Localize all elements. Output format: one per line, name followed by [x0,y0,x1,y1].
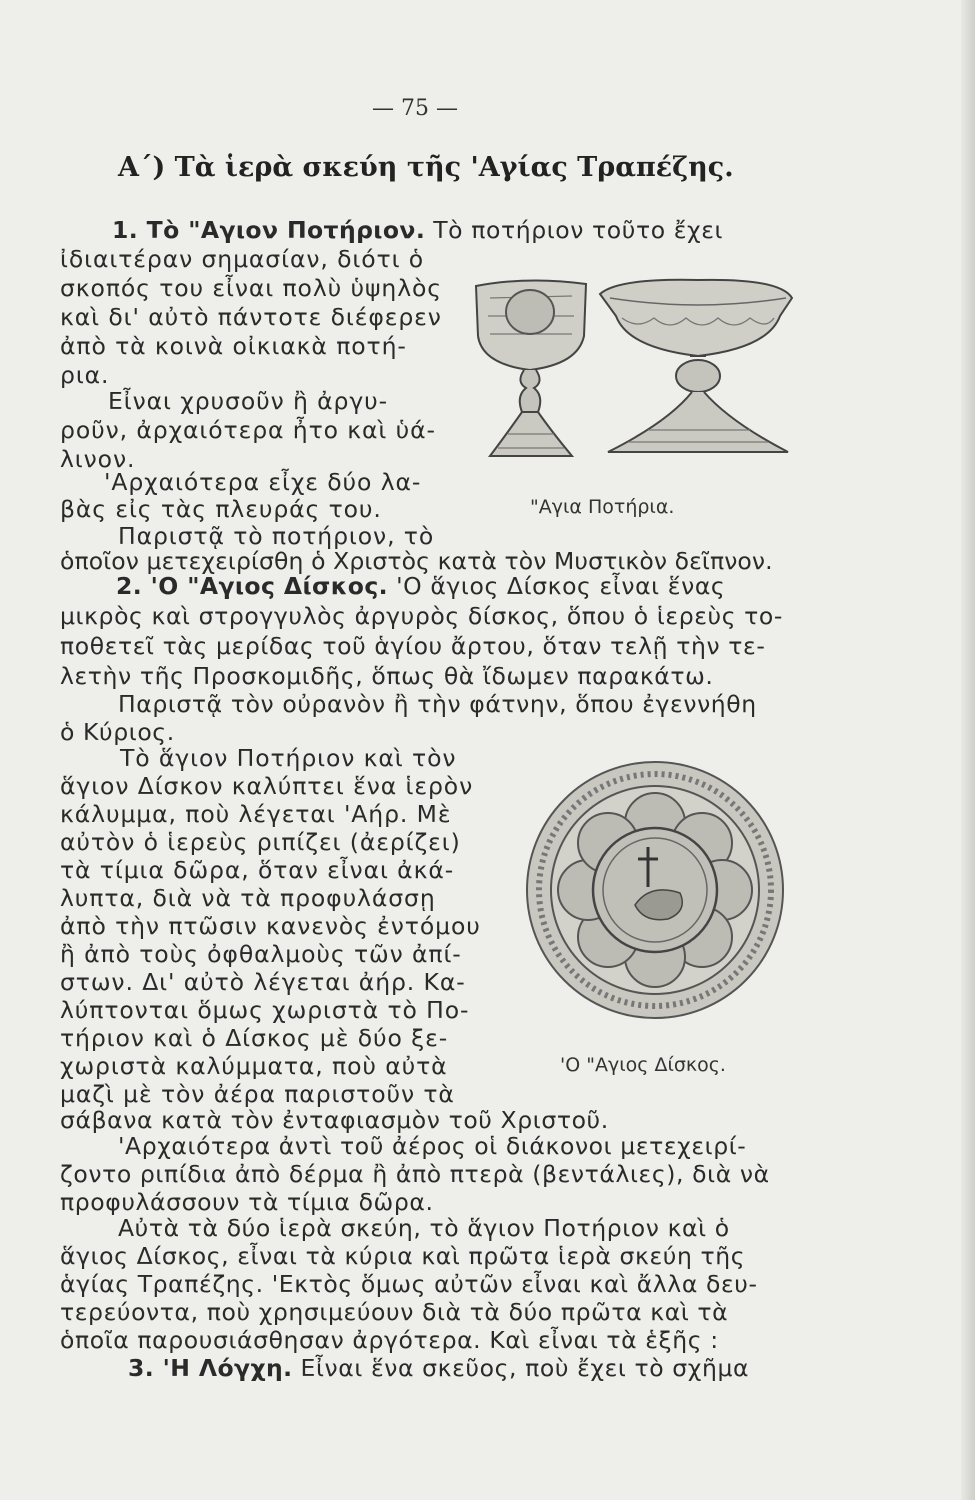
text-line: λύπτονται ὅμως χωριστὰ τὸ Πο- [60,996,470,1024]
text-line: ὁποῖον μετεχειρίσθη ὁ Χριστὸς κατὰ τὸν Μυστικὸν δεῖπνον. [60,547,773,575]
chalice-left [476,280,586,456]
text-line: σκοπός του εἶναι πολὺ ὑψηλὸς [60,274,442,302]
text-line: μαζὶ μὲ τὸν ἀέρα παριστοῦν τὰ [60,1080,455,1108]
text-line: Αὐτὰ τὰ δύο ἱερὰ σκεύη, τὸ ἅγιον Ποτήριον καὶ ὁ [118,1214,730,1242]
text-line: χωριστὰ καλύμματα, ποὺ αὐτὰ [60,1052,448,1080]
text-line: λινον. [60,445,136,473]
item-title: 1. Τὸ "Αγιον Ποτήριον. [112,216,426,244]
text-span: 'Ο ἅγιος Δίσκος εἶναι ἕνας [388,572,726,600]
text-line: ἰδιαιτέραν σημασίαν, διότι ὁ [60,245,425,273]
text-line: ὁ Κύριος. [60,718,175,746]
text-line: σάβανα κατὰ τὸν ἐνταφιασμὸν τοῦ Χριστοῦ. [60,1106,609,1134]
text-line: τήριον καὶ ὁ Δίσκος μὲ δύο ξε- [60,1024,449,1052]
text-line: 'Αρχαιότερα εἶχε δύο λα- [104,468,422,496]
text-line [128,1354,749,1382]
text-line: ρια. [60,361,110,389]
text-line: στων. Δι' αὐτὸ λέγεται ἀήρ. Κα- [60,968,466,996]
page-edge-shadow [961,0,975,1500]
text-line: ἁγίας Τραπέζης. 'Εκτὸς ὅμως αὐτῶν εἶναι καὶ ἄλλα δευ- [60,1270,758,1298]
figure-caption-diskos: 'Ο "Αγιος Δίσκος. [560,1054,726,1076]
text-line [116,572,725,600]
figure-caption-chalices: "Αγια Ποτήρια. [530,496,675,518]
text-line: 'Αρχαιότερα ἀντὶ τοῦ ἀέρος οἱ διάκονοι μετεχειρί- [118,1132,747,1160]
text-line: ἅγιον Δίσκον καλύπτει ἕνα ἱερὸν [60,772,474,800]
text-line: ἅγιος Δίσκος, εἶναι τὰ κύρια καὶ πρῶτα ἱερὰ σκεύη τῆς [60,1242,746,1270]
text-line: βὰς εἰς τὰς πλευράς του. [60,495,382,523]
text-span: Εἶναι ἕνα σκεῦος, ποὺ ἔχει τὸ σχῆμα [292,1354,750,1382]
page-number: — 75 — [372,96,458,121]
text-line: ἢ ἀπὸ τοὺς ὀφθαλμοὺς τῶν ἀπί- [60,940,462,968]
text-line: προφυλάσσουν τὰ τίμια δῶρα. [60,1188,434,1216]
text-line: ροῦν, ἀρχαιότερα ἦτο καὶ ὑά- [60,416,436,444]
text-line: μικρὸς καὶ στρογγυλὸς ἀργυρὸς δίσκος, ὅπου ὁ ἱερεὺς το- [60,602,783,630]
item-title: 3. 'Η Λόγχη. [128,1354,293,1382]
text-line: κάλυμμα, ποὺ λέγεται 'Αήρ. Μὲ [60,800,452,828]
text-line: αὐτὸν ὁ ἱερεὺς ριπίζει (ἀερίζει) [60,828,461,856]
text-line: ζοντο ριπίδια ἀπὸ δέρμα ἢ ἀπὸ πτερὰ (βεντάλιες), διὰ νὰ [60,1160,770,1188]
text-line: λετὴν τῆς Προσκομιδῆς, ὅπως θὰ ἴδωμεν παρακάτω. [60,662,714,690]
text-line: Παριστᾷ τὸν οὐρανὸν ἢ τὴν φάτνην, ὅπου ἐγεννήθη [118,690,757,718]
text-span: Τὸ ποτήριον τοῦτο ἔχει [425,216,724,244]
text-line: ἀπὸ τὴν πτῶσιν κανενὸς ἐντόμου [60,912,481,940]
text-line: Τὸ ἅγιον Ποτήριον καὶ τὸν [120,744,457,772]
holy-chalices-figure [468,272,798,472]
text-line: ἀπὸ τὰ κοινὰ οἰκιακὰ ποτή- [60,332,407,360]
chalice-right [600,280,792,452]
text-line: ποθετεῖ τὰς μερίδας τοῦ ἁγίου ἄρτου, ὅταν τελῇ τὴν τε- [60,632,766,660]
holy-diskos-figure [520,755,790,1025]
text-line: Εἶναι χρυσοῦν ἢ ἀργυ- [108,387,389,415]
item-title: 2. 'Ο "Αγιος Δίσκος. [116,572,389,600]
text-line: τερεύοντα, ποὺ χρησιμεύουν διὰ τὰ δύο πρῶτα καὶ τὰ [60,1298,729,1326]
text-line [112,216,723,244]
section-heading: Α΄) Τὰ ἱερὰ σκεύη τῆς 'Αγίας Τραπέζης. [118,152,734,183]
text-line: λυπτα, διὰ νὰ τὰ προφυλάσσῃ [60,884,436,912]
text-line: ὁποῖα παρουσιάσθησαν ἀργότερα. Καὶ εἶναι τὰ ἑξῆς : [60,1326,719,1354]
text-line: καὶ δι' αὐτὸ πάντοτε διέφερεν [60,303,442,331]
text-line: Παριστᾷ τὸ ποτήριον, τὸ [118,522,435,550]
text-line: τὰ τίμια δῶρα, ὅταν εἶναι ἀκά- [60,856,455,884]
